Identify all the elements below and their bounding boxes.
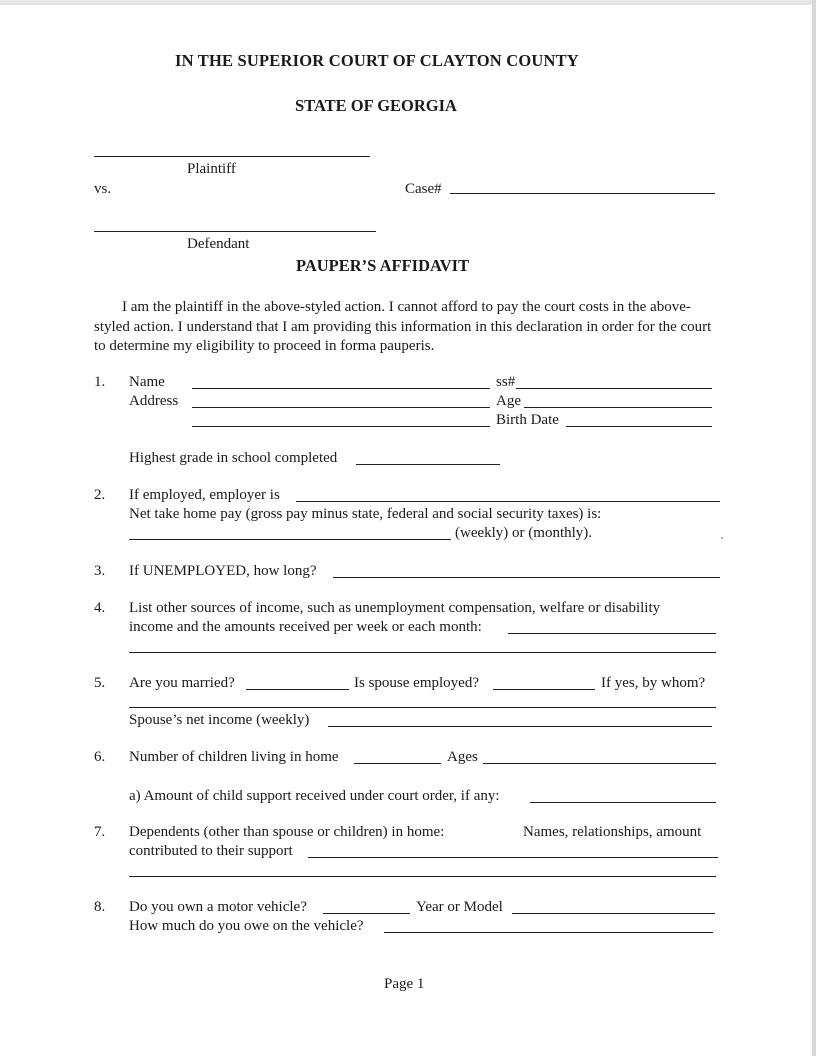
birth-date-label: Birth Date [496, 412, 559, 428]
item-2-number: 2. [94, 487, 106, 503]
other-income-line-1[interactable] [508, 633, 716, 634]
spouse-employer-line[interactable] [129, 707, 716, 708]
spouse-income-label: Spouse’s net income (weekly) [129, 712, 310, 728]
married-line[interactable] [246, 689, 349, 690]
child-support-label: a) Amount of child support received under court order, if any: [129, 788, 500, 804]
dependents-label: Dependents (other than spouse or children) in home: [129, 824, 445, 840]
defendant-label: Defendant [187, 236, 250, 252]
spouse-employed-label: Is spouse employed? [354, 675, 479, 691]
employer-line[interactable] [296, 501, 720, 502]
plaintiff-line[interactable] [94, 156, 370, 157]
state-title: STATE OF GEORGIA [295, 96, 457, 115]
grade-line[interactable] [356, 464, 500, 465]
dependents-line-2[interactable] [129, 876, 716, 877]
dependents-details-label: Names, relationships, amount [523, 824, 702, 840]
ss-line[interactable] [516, 388, 712, 389]
vehicle-label: Do you own a motor vehicle? [129, 899, 307, 915]
case-number-line[interactable] [450, 193, 715, 194]
ages-label: Ages [447, 749, 478, 765]
pay-period-label: (weekly) or (monthly). [455, 525, 593, 541]
children-label: Number of children living in home [129, 749, 339, 765]
address-line-2[interactable] [192, 426, 490, 427]
address-label: Address [129, 393, 179, 409]
spouse-employed-line[interactable] [493, 689, 595, 690]
child-support-line[interactable] [530, 802, 716, 803]
grade-label: Highest grade in school completed [129, 450, 338, 466]
spouse-employer-label: If yes, by whom? [601, 675, 706, 691]
spouse-income-line[interactable] [328, 726, 712, 727]
married-label: Are you married? [129, 675, 235, 691]
birth-date-line[interactable] [566, 426, 712, 427]
vs-label: vs. [94, 181, 112, 197]
item-5-number: 5. [94, 675, 106, 691]
name-label: Name [129, 374, 165, 390]
plaintiff-label: Plaintiff [187, 161, 236, 177]
item-3-number: 3. [94, 563, 106, 579]
item-6-number: 6. [94, 749, 106, 765]
dependents-support-label: contributed to their support [129, 843, 293, 859]
item-4-number: 4. [94, 600, 106, 616]
unemployed-duration-line[interactable] [333, 577, 720, 578]
net-pay-line[interactable] [129, 539, 451, 540]
vehicle-owed-line[interactable] [384, 932, 713, 933]
page-number: Page 1 [384, 976, 425, 992]
item-7-number: 7. [94, 824, 106, 840]
court-title: IN THE SUPERIOR COURT OF CLAYTON COUNTY [175, 51, 579, 70]
address-line-1[interactable] [192, 407, 490, 408]
defendant-line[interactable] [94, 231, 376, 232]
intro-paragraph: I am the plaintiff in the above-styled action. I cannot afford to pay the court costs in the above-styled action. I understand that I am providing this information in this declaration in order for the court to determine my eligibility to proceed in forma pauperis. [94, 299, 712, 354]
form-title: PAUPER’S AFFIDAVIT [296, 256, 470, 275]
scan-edge-right [812, 0, 816, 1056]
ss-label: ss# [496, 374, 516, 390]
scan-speck [721, 537, 723, 539]
unemployed-label: If UNEMPLOYED, how long? [129, 563, 317, 579]
dependents-line-1[interactable] [308, 857, 718, 858]
other-income-line-2[interactable] [129, 652, 716, 653]
net-pay-label: Net take home pay (gross pay minus state, federal and social security taxes) is: [129, 506, 602, 522]
age-line[interactable] [524, 407, 712, 408]
vehicle-owed-label: How much do you owe on the vehicle? [129, 918, 364, 934]
age-label: Age [496, 393, 521, 409]
ages-line[interactable] [483, 763, 716, 764]
other-income-label-1: List other sources of income, such as unemployment compensation, welfare or disability [129, 600, 661, 616]
scan-edge-top [0, 0, 816, 5]
vehicle-line[interactable] [323, 913, 410, 914]
item-8-number: 8. [94, 899, 106, 915]
case-label: Case# [405, 181, 442, 197]
employer-label: If employed, employer is [129, 487, 280, 503]
name-line[interactable] [192, 388, 490, 389]
item-1-number: 1. [94, 374, 106, 390]
year-model-line[interactable] [512, 913, 715, 914]
other-income-label-2: income and the amounts received per week or each month: [129, 619, 482, 635]
year-model-label: Year or Model [416, 899, 503, 915]
children-count-line[interactable] [354, 763, 441, 764]
